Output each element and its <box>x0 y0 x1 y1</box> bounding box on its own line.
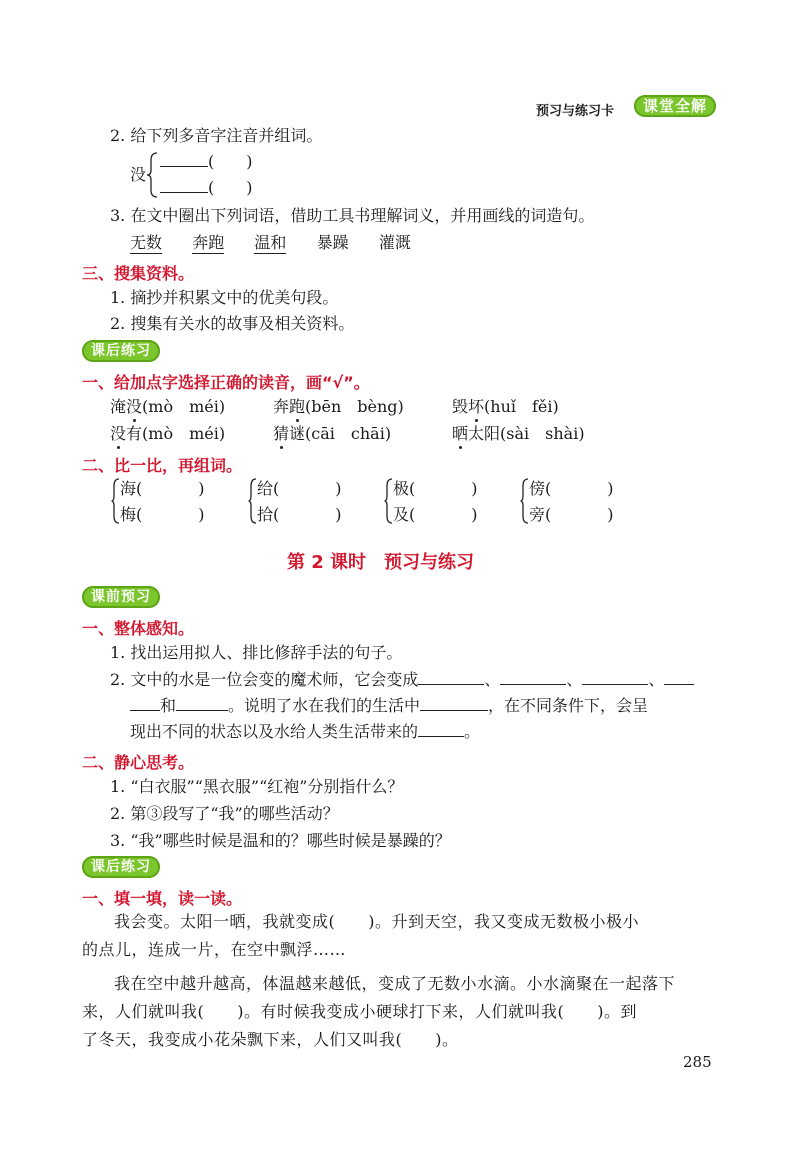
ex2-title: 二、比一比，再组词。 <box>82 456 243 475</box>
q3-title: 3. 在文中圈出下列词语，借助工具书理解词义，并用画线的词造句。 <box>110 206 595 225</box>
sec2-item-3: 3. “我”哪些时候是温和的？哪些时候是暴躁的？ <box>110 831 451 850</box>
reading-item: 没有(mò méi) <box>110 424 226 443</box>
passage-line: 的点儿，连成一片，在空中飘浮…… <box>82 940 347 959</box>
passage-line: 了冬天，我变成小花朵飘下来，人们又叫我( )。 <box>82 1030 459 1049</box>
brace-icon <box>146 152 158 198</box>
blank[interactable] <box>420 696 488 711</box>
q2-line-1: ( ) <box>160 152 253 172</box>
q2-char: 没 <box>130 165 147 184</box>
compare-pair: 极( ) 及( ) <box>393 479 478 524</box>
compare-pair: 傍( ) 旁( ) <box>529 479 614 524</box>
blank[interactable] <box>160 178 208 193</box>
sec1-item-1: 1. 找出运用拟人、排比修辞手法的句子。 <box>110 643 403 662</box>
sec1-item-2-line-2: 和 。说明了水在我们的生活中 ，在不同条件下，会呈 <box>130 696 648 716</box>
blank[interactable] <box>664 670 694 685</box>
passage-line: 来，人们就叫我( )。有时候我变成小硬球打下来，人们就叫我( )。到 <box>82 1002 637 1021</box>
section-3-title: 三、搜集资料。 <box>82 264 195 283</box>
reading-item: 奔跑(bēn bèng) <box>273 397 404 416</box>
lesson-title: 第 2 课时 预习与练习 <box>287 552 475 573</box>
sec3-item-2: 2. 搜集有关水的故事及相关资料。 <box>110 314 355 333</box>
before-class-badge: 课前预习 <box>82 586 160 608</box>
q3-words <box>130 233 411 253</box>
passage <box>82 908 712 1054</box>
section-1-title: 一、整体感知。 <box>82 619 195 638</box>
page-number: 285 <box>683 1053 712 1071</box>
sec3-item-1: 1. 摘抄并积累文中的优美句段。 <box>110 288 339 307</box>
sec1-item-2-line-1: 2. 文中的水是一位会变的魔术师，它会变成 、 、 、 <box>110 670 694 690</box>
reading-item: 毁坏(huǐ fěi) <box>452 397 559 416</box>
after-class-badge: 课后练习 <box>82 340 160 362</box>
fill-title: 一、填一填，读一读。 <box>82 889 243 908</box>
word-5: 灌溉 <box>378 233 411 252</box>
passage-line: 我会变。太阳一晒，我就变成( )。升到天空，我又变成无数极小极小 <box>114 912 639 931</box>
brace-icon <box>384 478 393 524</box>
reading-item: 晒太阳(sài shài) <box>452 424 585 443</box>
ex1-title: 一、给加点字选择正确的读音，画“√”。 <box>82 373 370 392</box>
compare-pair: 海( ) 梅( ) <box>120 479 205 524</box>
blank[interactable] <box>176 696 228 711</box>
brace-icon <box>520 478 529 524</box>
brace-icon <box>111 478 120 524</box>
header-badge: 课堂全解 <box>634 95 716 117</box>
blank[interactable] <box>130 696 160 711</box>
compare-pair: 给( ) 拾( ) <box>257 479 342 524</box>
after-class-badge: 课后练习 <box>82 856 160 878</box>
brace-icon <box>248 478 257 524</box>
word-2: 奔跑 <box>192 233 225 252</box>
blank[interactable] <box>582 670 648 685</box>
reading-item: 淹没(mò méi) <box>110 397 226 416</box>
blank[interactable] <box>418 670 484 685</box>
blank[interactable] <box>160 152 208 167</box>
q2-title: 2. 给下列多音字注音并组词。 <box>110 126 323 145</box>
sec2-item-2: 2. 第③段写了“我”的哪些活动？ <box>110 804 339 823</box>
blank[interactable] <box>418 722 464 737</box>
sec2-item-1: 1. “白衣服”“黑衣服”“红袍”分别指什么？ <box>110 777 404 796</box>
passage-line: 我在空中越升越高，体温越来越低，变成了无数小水滴。小水滴聚在一起落下 <box>114 974 676 993</box>
word-1: 无数 <box>130 233 163 252</box>
header-label: 预习与练习卡 <box>536 104 615 119</box>
word-4: 暴躁 <box>316 233 349 252</box>
blank[interactable] <box>500 670 566 685</box>
section-2-title: 二、静心思考。 <box>82 753 195 772</box>
q2-line-2: ( ) <box>160 178 253 198</box>
reading-item: 猜谜(cāi chāi) <box>273 424 392 443</box>
word-3: 温和 <box>254 233 287 252</box>
sec1-item-2-line-3: 现出不同的状态以及水给人类生活带来的 。 <box>130 722 481 741</box>
